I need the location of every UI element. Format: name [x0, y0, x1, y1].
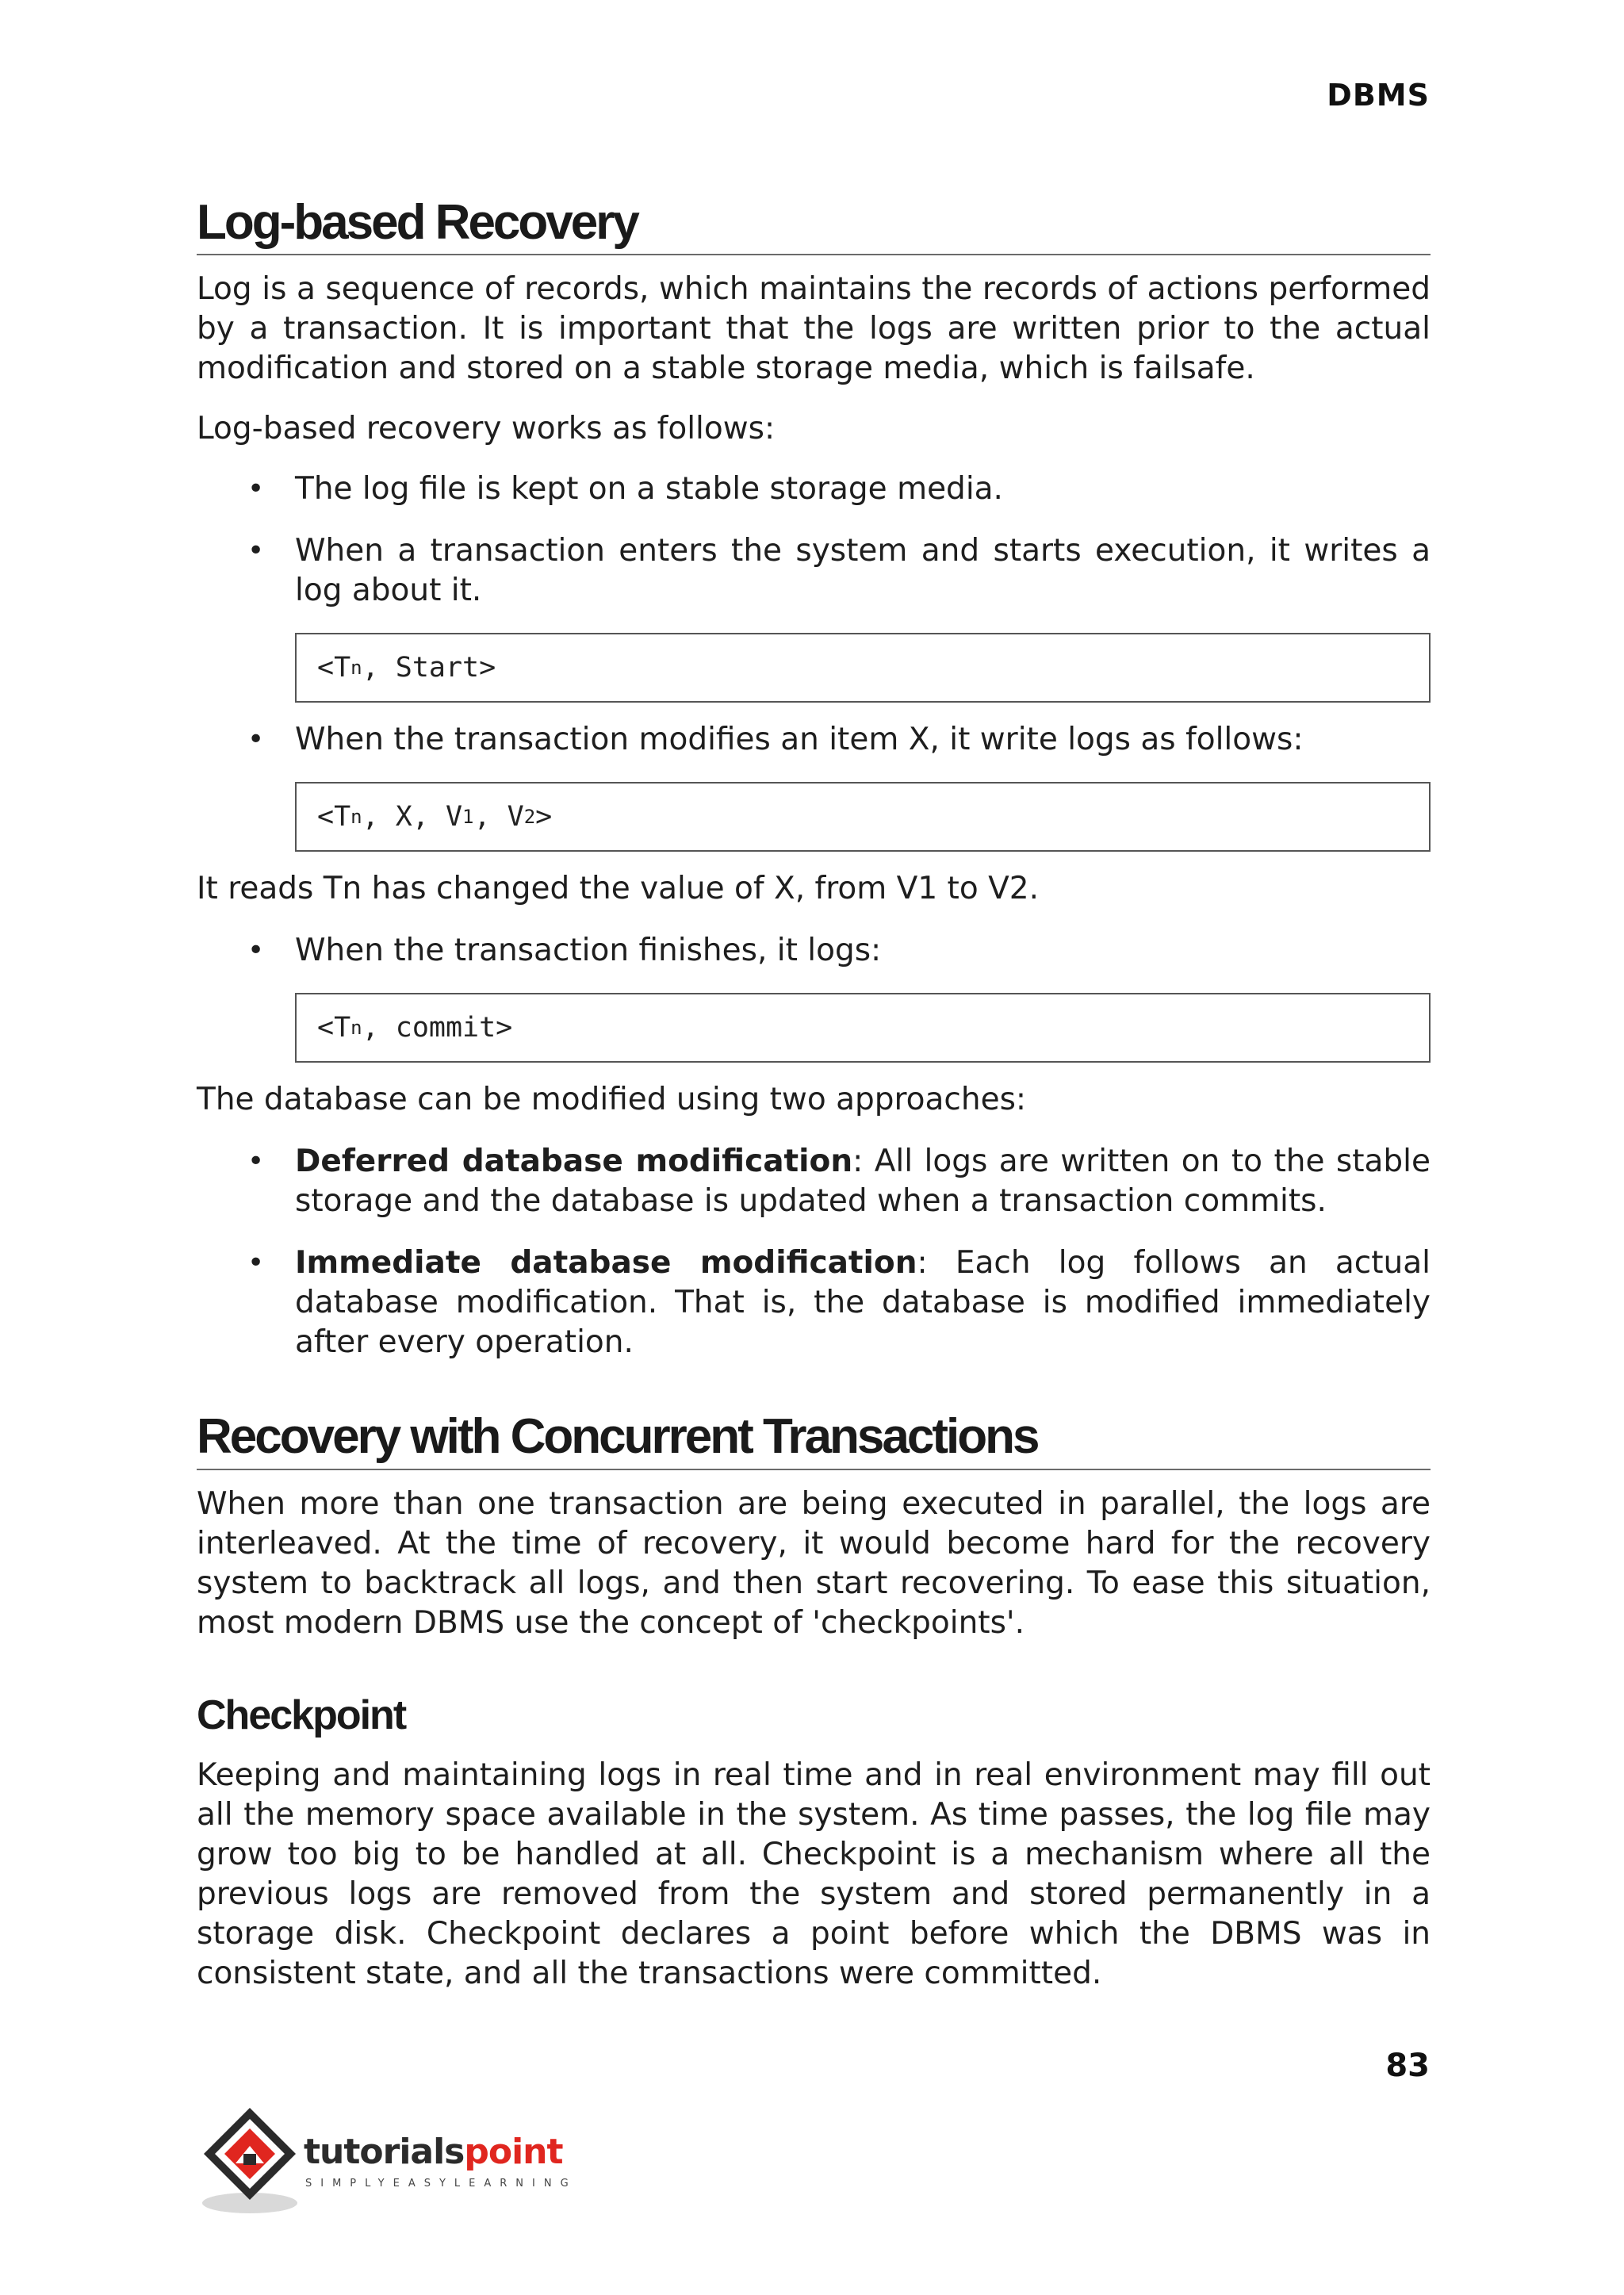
bullet-icon: •: [247, 473, 265, 506]
code-rest: , Start>: [362, 652, 496, 684]
section-title-log-based-recovery: Log-based Recovery: [197, 194, 1431, 255]
list-item-text: When the transaction modifies an item X, it write logs as follows:: [295, 722, 1304, 758]
logo-tagline: SIMPLYEASYLEARNING: [305, 2178, 577, 2190]
list-item-text: When the transaction finishes, it logs:: [295, 933, 882, 969]
code-subscript: 1: [462, 806, 474, 829]
list-item: [197, 1142, 1431, 1221]
logo-emblem-icon: [194, 2102, 305, 2220]
subsection-title-checkpoint: Checkpoint: [197, 1692, 406, 1738]
list-item: [197, 469, 1431, 509]
code-prefix: <T: [317, 652, 351, 684]
code-subscript: 2: [523, 806, 536, 829]
code-prefix: <T: [317, 1012, 351, 1044]
code-subscript: n: [350, 1017, 362, 1040]
code-sep: , V: [473, 801, 524, 833]
log-steps-list-2: [197, 720, 1431, 760]
bullet-icon: •: [247, 534, 265, 568]
logo-word-point: point: [464, 2132, 563, 2172]
reads-paragraph: It reads Tn has changed the value of X, from V1 to V2.: [197, 871, 1039, 907]
log-based-intro-paragraph: Log is a sequence of records, which maintains the records of actions performed by a transaction. It is important that the logs are written prior to the actual modification and stored on a stable storage media, which is failsafe.: [197, 271, 1431, 387]
page-number: 83: [1385, 2048, 1430, 2084]
code-end: >: [535, 801, 553, 833]
checkpoint-paragraph: Keeping and maintaining logs in real time and in real environment may fill out all the memory space available in the system. As time passes, the log file may grow too big to be handled at all. Checkpoint is a mechanism where all the previous logs are removed from the system and stored permanently in a storage disk. Checkpoint declares a point before which the DBMS was in consistent state, and all the transactions were committed.: [197, 1757, 1431, 1991]
code-box-commit-log: [295, 993, 1431, 1063]
code-subscript: n: [350, 806, 362, 829]
approaches-list: [197, 1142, 1431, 1362]
list-item-text: When a transaction enters the system and starts execution, it writes a log about it.: [295, 533, 1431, 609]
bullet-icon: •: [247, 1247, 265, 1280]
list-item: [197, 931, 1431, 971]
code-subscript: n: [350, 657, 362, 680]
log-steps-list-3: [197, 931, 1431, 971]
list-item-text: The log file is kept on a stable storage media.: [295, 471, 1003, 508]
code-rest: , commit>: [362, 1012, 513, 1044]
running-header: DBMS: [1327, 78, 1430, 113]
list-item: [197, 531, 1431, 611]
works-as-follows-paragraph: Log-based recovery works as follows:: [197, 411, 776, 447]
immediate-description: : Each log follows an actual database modification. That is, the database is modified immediately after every operation.: [295, 1245, 1431, 1361]
section-title-concurrent-transactions: Recovery with Concurrent Transactions: [197, 1408, 1431, 1469]
bullet-icon: •: [247, 723, 265, 757]
code-box-modify-log: [295, 782, 1431, 852]
deferred-description: : All logs are written on to the stable storage and the database is updated when a transaction commits.: [295, 1144, 1431, 1220]
list-item: [197, 720, 1431, 760]
page-content: [197, 194, 1431, 1994]
bullet-icon: •: [247, 934, 265, 967]
logo-word-tutorials: tutorials: [304, 2132, 465, 2172]
logo-wordmark: [304, 2132, 563, 2172]
term-deferred: Deferred database modification: [295, 1144, 853, 1180]
code-mid: , X, V: [362, 801, 463, 833]
concurrent-paragraph: When more than one transaction are being executed in parallel, the logs are interleaved. At the time of recovery, it would become hard for the recovery system to backtrack all logs, and then start recovering. To ease this situation, most modern DBMS use the concept of 'checkpoints'.: [197, 1485, 1431, 1641]
code-prefix: <T: [317, 801, 351, 833]
bullet-icon: •: [247, 1145, 265, 1178]
tutorialspoint-logo: [194, 2102, 575, 2220]
code-box-start-log: [295, 633, 1431, 703]
term-immediate: Immediate database modification: [295, 1245, 917, 1282]
approaches-paragraph: The database can be modified using two approaches:: [197, 1082, 1027, 1118]
list-item: [197, 1243, 1431, 1362]
log-steps-list: [197, 469, 1431, 611]
